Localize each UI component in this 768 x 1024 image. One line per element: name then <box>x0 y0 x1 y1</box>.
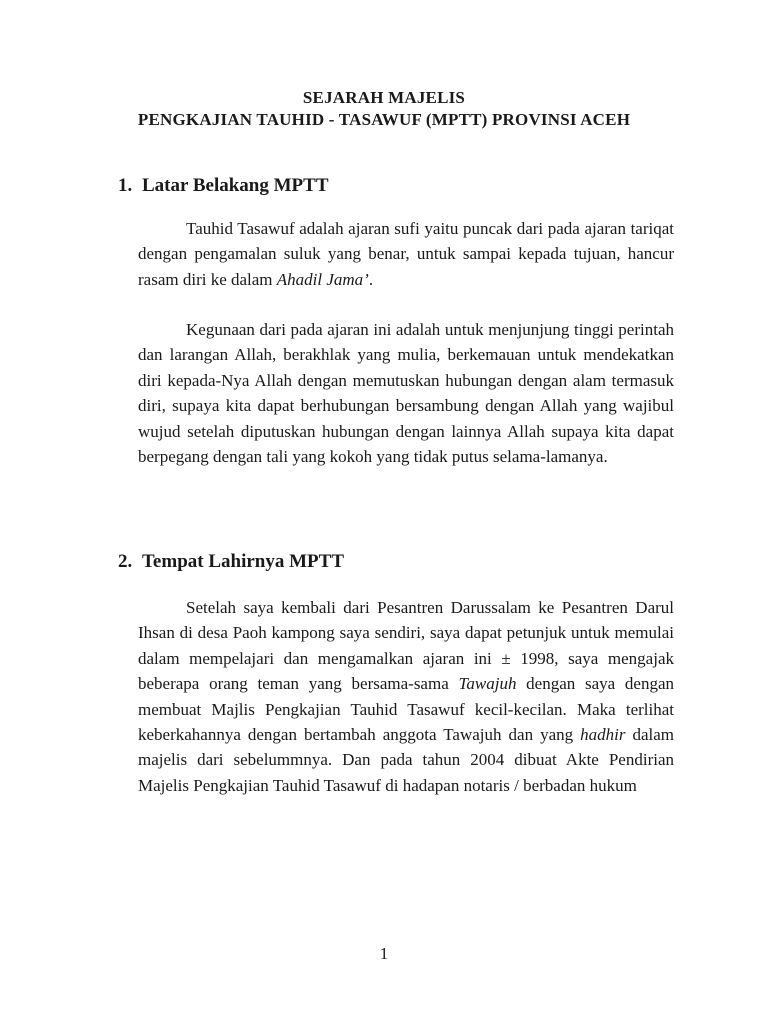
text-run: Setelah saya kembali dari Pesantren Darussalam ke Pesantren Darul Ihsan di desa Paoh kampong saya sendiri, saya dapat petunjuk untuk memulai dalam mempelajari dan mengamalkan ajaran ini ± 1998, saya mengajak beberapa orang teman yang bersama-sama <box>138 598 674 694</box>
paragraph-2-1 <box>138 595 674 798</box>
paragraph-1-1 <box>138 216 674 292</box>
section-number-2: 2. <box>118 551 133 572</box>
section-heading-1-text: Latar Belakang MPTT <box>142 175 329 196</box>
text-run: . <box>368 269 374 289</box>
text-run: Tauhid Tasawuf adalah ajaran sufi yaitu puncak dari pada ajaran tariqat dengan pengamalan suluk yang benar, untuk sampai kepada tujuan, hancur rasam diri ke dalam <box>138 219 674 289</box>
section-heading-2 <box>118 551 344 573</box>
italic-term: Ahadil Jama’ <box>276 269 369 289</box>
section-number-1: 1. <box>118 175 133 196</box>
document-subtitle: PENGKAJIAN TAUHID - TASAWUF (MPTT) PROVINSI ACEH <box>137 110 631 129</box>
paragraph-1-2 <box>138 317 674 469</box>
document-title: SEJARAH MAJELIS <box>302 88 466 107</box>
page-number: 1 <box>379 944 389 963</box>
text-run: dalam majelis dari sebelummnya. Dan pada tahun 2004 dibuat Akte Pendirian Majelis Pengkajian Tauhid Tasawuf di hadapan notaris / berbadan hukum <box>138 725 674 795</box>
italic-term: Tawajuh <box>458 674 517 694</box>
italic-term: hadhir <box>580 725 626 745</box>
section-heading-2-text: Tempat Lahirnya MPTT <box>142 551 344 572</box>
text-run: dengan saya dengan membuat Majlis Pengkajian Tauhid Tasawuf kecil-kecilan. Maka terlihat keberkahannya dengan bertambah anggota Tawajuh dan yang <box>138 674 675 745</box>
section-heading-1 <box>118 175 329 197</box>
text-run: Kegunaan dari pada ajaran ini adalah untuk menjunjung tinggi perintah dan larangan Allah, berakhlak yang mulia, berkemauan untuk mendekatkan diri kepada-Nya Allah dengan memutuskan hubungan dengan alam termasuk diri, supaya kita dapat berhubungan bersambung dengan Allah yang wajibul wujud setelah diputuskan hubungan dengan lainnya Allah supaya kita dapat berpegang dengan tali yang kokoh yang tidak putus selama-lamanya. <box>138 320 674 467</box>
